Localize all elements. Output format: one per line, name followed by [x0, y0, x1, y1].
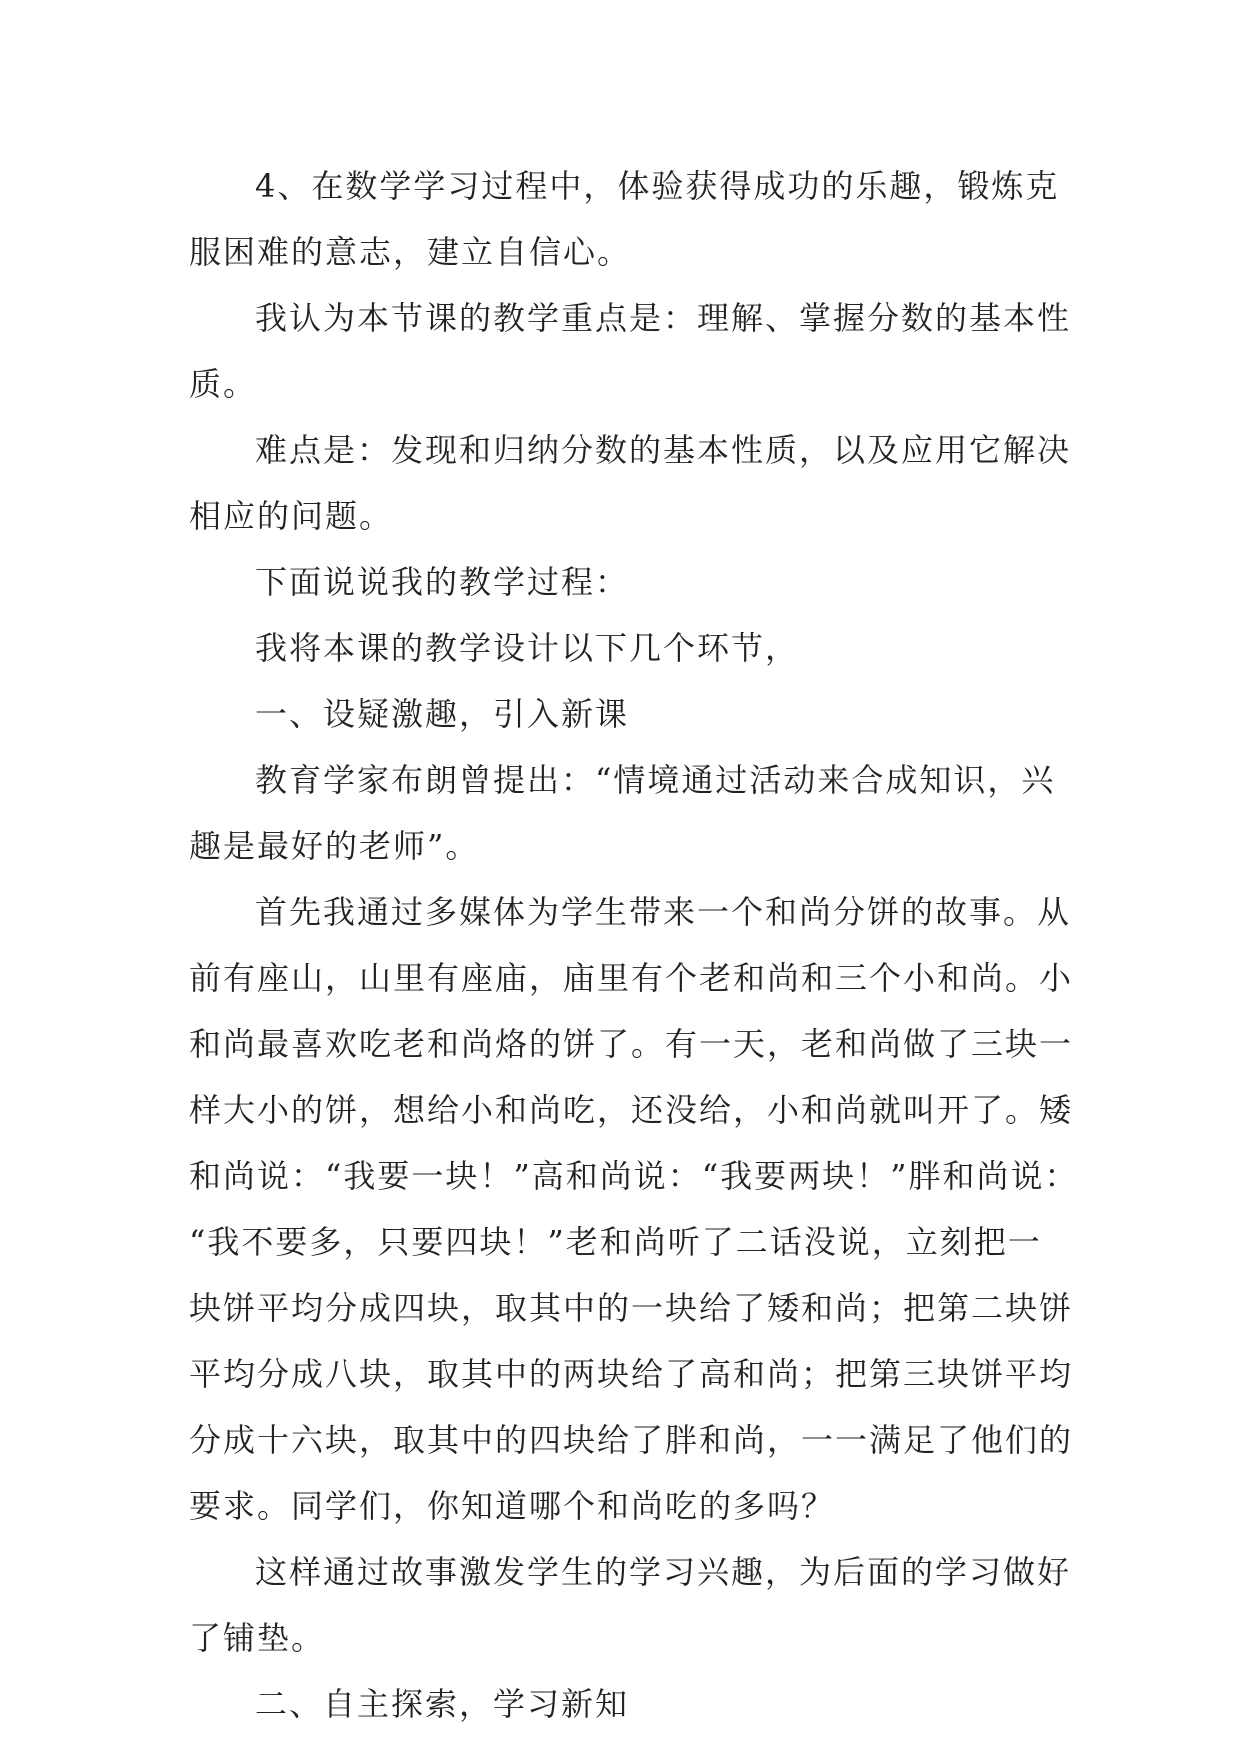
text-line: 块饼平均分成四块，取其中的一块给了矮和尚；把第二块饼 — [189, 1289, 1074, 1327]
text-line: 二、自主探索，学习新知 — [255, 1685, 630, 1723]
paragraph-story-summary — [189, 1539, 1239, 1671]
text-line: 平均分成八块，取其中的两块给了高和尚；把第三块饼平均 — [189, 1355, 1074, 1393]
paragraph-key-point — [189, 285, 1239, 417]
section-heading-1 — [189, 681, 1239, 747]
text-line: 首先我通过多媒体为学生带来一个和尚分饼的故事。从 — [255, 893, 1072, 931]
section-heading-2 — [189, 1671, 1239, 1737]
paragraph-story — [189, 879, 1239, 1539]
text-line: 难点是：发现和归纳分数的基本性质，以及应用它解决 — [255, 431, 1072, 469]
text-line: “我不要多，只要四块！”老和尚听了二话没说，立刻把一 — [189, 1223, 1042, 1261]
text-line: 服困难的意志，建立自信心。 — [189, 233, 632, 271]
text-line: 样大小的饼，想给小和尚吃，还没给，小和尚就叫开了。矮 — [189, 1091, 1074, 1129]
text-line: 分成十六块，取其中的四块给了胖和尚，一一满足了他们的 — [189, 1421, 1074, 1459]
text-line: 我将本课的教学设计以下几个环节， — [255, 629, 800, 667]
text-line: 要求。同学们，你知道哪个和尚吃的多吗？ — [189, 1487, 836, 1525]
text-line: 一、设疑激趣，引入新课 — [255, 695, 630, 733]
paragraph-difficulty — [189, 417, 1239, 549]
text-line: 质。 — [189, 365, 258, 403]
text-line: 前有座山，山里有座庙，庙里有个老和尚和三个小和尚。小 — [189, 959, 1074, 997]
paragraph-goal-4 — [189, 153, 1239, 285]
text-line: 和尚最喜欢吃老和尚烙的饼了。有一天，老和尚做了三块一 — [189, 1025, 1074, 1063]
text-line: 相应的问题。 — [189, 497, 394, 535]
text-line: 4、在数学学习过程中，体验获得成功的乐趣，锻炼克 — [255, 167, 1060, 205]
document-page — [189, 153, 1239, 1737]
paragraph-quote — [189, 747, 1239, 879]
text-line: 教育学家布朗曾提出：“情境通过活动来合成知识，兴 — [255, 761, 1056, 799]
text-line: 下面说说我的教学过程： — [255, 563, 630, 601]
text-line: 了铺垫。 — [189, 1619, 326, 1657]
text-line: 这样通过故事激发学生的学习兴趣，为后面的学习做好 — [255, 1553, 1072, 1591]
paragraph-design-intro — [189, 615, 1239, 681]
text-line: 和尚说：“我要一块！”高和尚说：“我要两块！”胖和尚说： — [189, 1157, 1079, 1195]
text-line: 我认为本节课的教学重点是：理解、掌握分数的基本性 — [255, 299, 1072, 337]
text-line: 趣是最好的老师”。 — [189, 827, 480, 865]
paragraph-process-intro — [189, 549, 1239, 615]
